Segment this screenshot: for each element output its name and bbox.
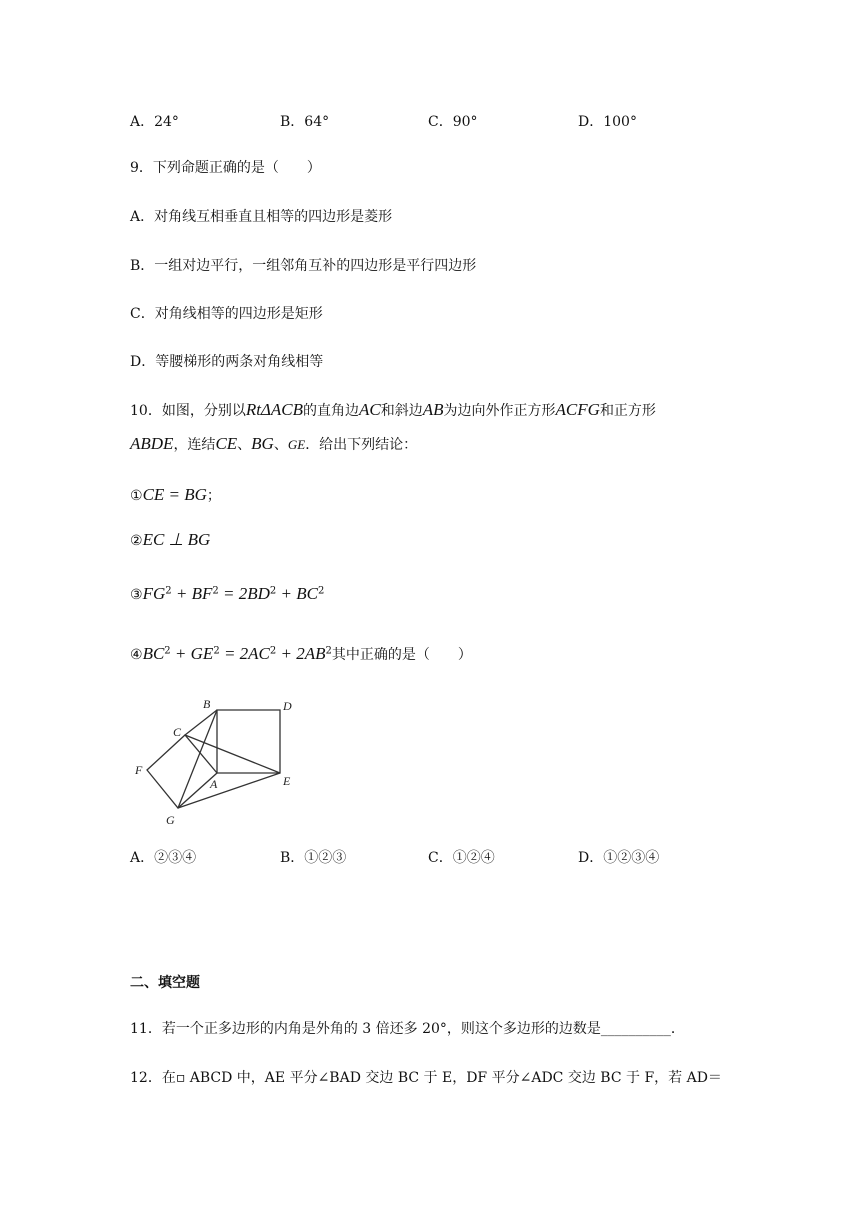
q10-option-b: B．①②③	[280, 850, 347, 866]
q8-option-a: A．24°	[130, 114, 179, 130]
q10-conclusion-1: ①CE = BG；	[130, 485, 221, 504]
q9-option-c: C．对角线相等的四边形是矩形	[130, 306, 323, 322]
label-G: G	[166, 813, 175, 827]
q10-option-a: A．②③④	[130, 850, 197, 866]
q9-option-d: D．等腰梯形的两条对角线相等	[130, 354, 324, 370]
q8-option-d: D．100°	[578, 114, 637, 130]
q10-stem-line2: ABDE，连结CE、BG、GE．给出下列结论：	[130, 434, 418, 453]
q9-stem: 9．下列命题正确的是（ ）	[130, 160, 321, 176]
q9-option-b: B．一组对边平行，一组邻角互补的四边形是平行四边形	[130, 258, 477, 274]
q9-option-a: A．对角线互相垂直且相等的四边形是菱形	[130, 209, 393, 225]
q12-text: 12．在▫ ABCD 中，AE 平分∠BAD 交边 BC 于 E，DF 平分∠ADC 交边 BC 于 F，若 AD＝	[130, 1070, 722, 1086]
q10-conclusion-4: $④BC^2 + GE^2 = 2AC^2 + 2AB^2$其中正确的是（ ）	[130, 644, 472, 663]
q10-stem-line1: 10．如图，分别以RtΔACB的直角边AC和斜边AB为边向外作正方形ACFG和正方形	[130, 400, 656, 419]
label-D: D	[283, 699, 292, 713]
section-title: 二、填空题	[130, 975, 200, 991]
q10-option-c: C．①②④	[428, 850, 495, 866]
q11-text: 11．若一个正多边形的内角是外角的 3 倍还多 20°，则这个多边形的边数是__________．	[130, 1021, 685, 1037]
q10-option-d: D．①②③④	[578, 850, 660, 866]
q8-option-c: C．90°	[428, 114, 478, 130]
label-C: C	[173, 725, 182, 739]
label-A: A	[210, 777, 218, 791]
q10-conclusion-2: ②EC ⊥ BG	[130, 530, 211, 549]
q10-geometry-figure	[130, 690, 305, 830]
label-F: F	[135, 763, 143, 777]
label-B: B	[203, 697, 211, 711]
q10-conclusion-3: $③FG^2 + BF^2 = 2BD^2 + BC^2$	[130, 584, 325, 603]
q8-option-b: B．64°	[280, 114, 330, 130]
label-E: E	[283, 774, 291, 788]
